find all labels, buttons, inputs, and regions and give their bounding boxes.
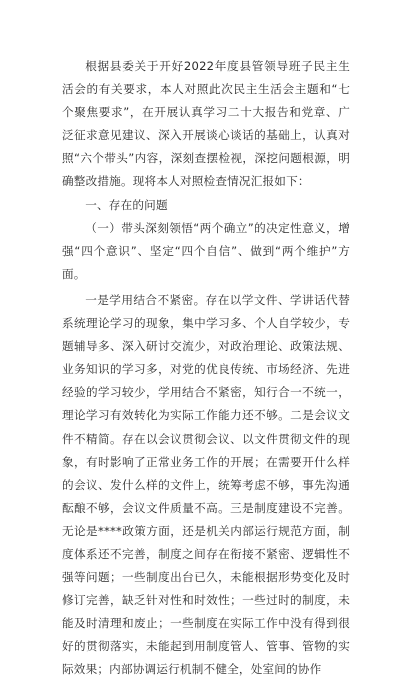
body-paragraph: 一是学用结合不紧密。存在以学文件、学讲话代替系统理论学习的现象，集中学习多、个人自学较少，专题辅导多、深入研讨交流少，对政治理论、政策法规、业务知识的学习多，对党的优良传统、市场经济、先进经验的学习较少，学用结合不紧密，知行合一不统一，理论学习有效转化为实际工作能力还不够。二是会议文件不精简。存在以会议贯彻会议、以文件贯彻文件的现象，有时影响了正常业务工作的开展；在需要开什么样的会议、发什么样的文件上，统筹考虑不够，事先沟通酝酿不够，会议文件质量不高。三是制度建设不完善。无论是****政策方面，还是机关内部运行规范方面，制度体系还不完善，制度之间存在衔接不紧密、逻辑性不强等问题；一些制度出台已久，未能根据形势变化及时修订完善，缺乏针对性和时效性；一些过时的制度，未能及时清理和废止；一些制度在实际工作中没有得到很好的贯彻落实，未能起到用制度管人、管事、管物的实际效果；内部协调运行机制不健全，处室间的协作 — [62, 292, 350, 677]
subsection-heading: （一）带头深刻领悟“两个确立”的决定性意义，增强“四个意识”、坚定“四个自信”、做到“两个维护”方面。 — [62, 220, 350, 281]
document-page — [62, 55, 350, 682]
intro-paragraph: 根据县委关于开好2022年度县管领导班子民主生活会的有关要求，本人对照此次民主生活会主题和“七个聚焦要求”，在开展认真学习二十大报告和党章、广泛征求意见建议、深入开展谈心谈话的基础上，认真对照“六个带头”内容，深刻查摆检视，深挖问题根源，明确整改措施。现将本人对照检查情况汇报如下： — [62, 59, 350, 189]
section-heading: 一、存在的问题 — [85, 197, 168, 212]
